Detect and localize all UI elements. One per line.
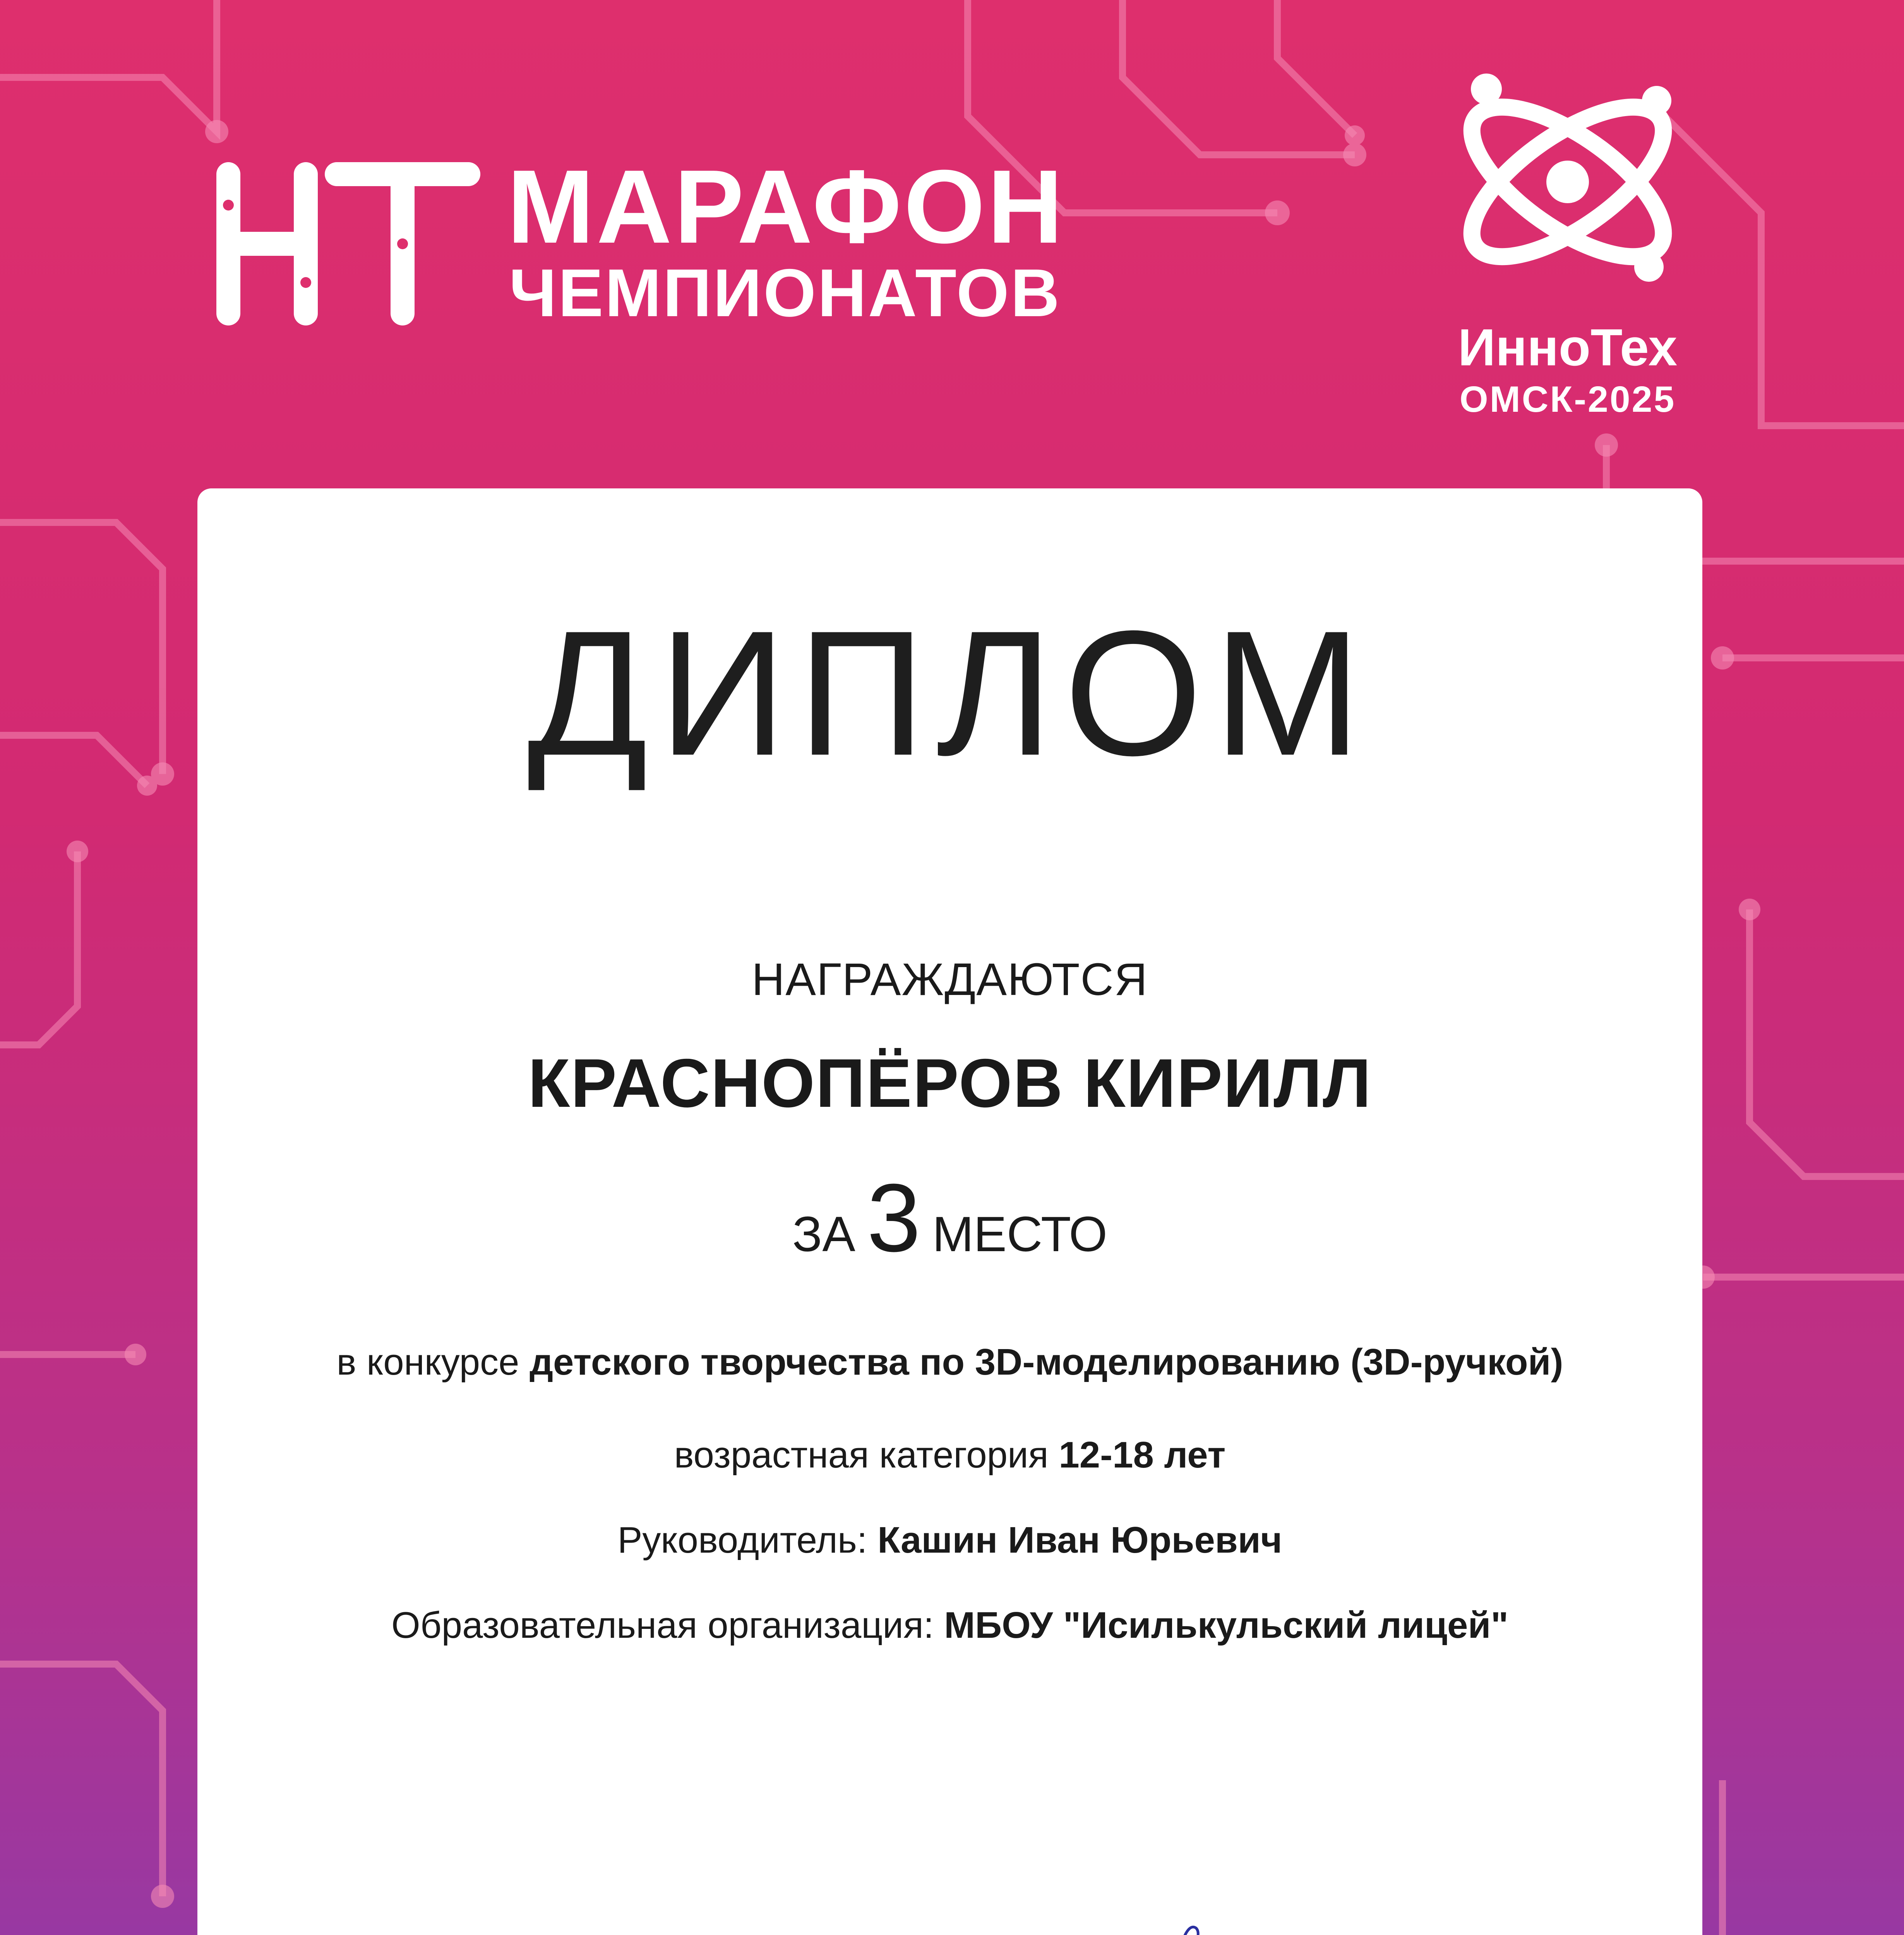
age-value: 12-18 лет: [1059, 1434, 1226, 1476]
atom-icon: [1440, 58, 1695, 306]
it-marathon-logo: [205, 151, 1250, 337]
org-prefix: Образовательная организация:: [391, 1605, 944, 1646]
leader-value: Кашин Иван Юрьевич: [877, 1519, 1282, 1561]
handwritten-signature: [855, 1913, 1281, 1935]
contest-line: [197, 1341, 1702, 1383]
org-value: МБОУ "Исилькульский лицей": [944, 1605, 1508, 1646]
innotech-logo: [1413, 58, 1722, 426]
place-number: 3: [867, 1164, 921, 1272]
diploma-card: [197, 488, 1702, 1935]
brand-line1: МАРАФОН: [507, 149, 1065, 265]
leader-prefix: Руководитель:: [617, 1519, 878, 1561]
contest-name: детского творчества по 3D-моделированию (3D-ручкой): [530, 1341, 1563, 1383]
awarded-label: НАГРАЖДАЮТСЯ: [751, 954, 1148, 1005]
place-suffix: МЕСТО: [932, 1207, 1107, 1262]
place-prefix: ЗА: [792, 1207, 855, 1262]
event-name: ИнноТех: [1458, 318, 1678, 377]
brand-line2: ЧЕМПИОНАТОВ: [509, 255, 1061, 331]
it-logo-icon: [205, 151, 484, 337]
recipient-name: КРАСНОПЁРОВ КИРИЛЛ: [528, 1045, 1372, 1122]
organization-line: [197, 1607, 1702, 1644]
age-prefix: возрастная категория: [674, 1434, 1059, 1476]
diploma-title: ДИПЛОМ: [527, 594, 1373, 793]
contest-prefix: в конкурсе: [336, 1341, 530, 1383]
place-line: [197, 1164, 1702, 1272]
age-line: [197, 1434, 1702, 1476]
event-subtitle: ОМСК-2025: [1459, 379, 1676, 420]
leader-line: [197, 1519, 1702, 1561]
